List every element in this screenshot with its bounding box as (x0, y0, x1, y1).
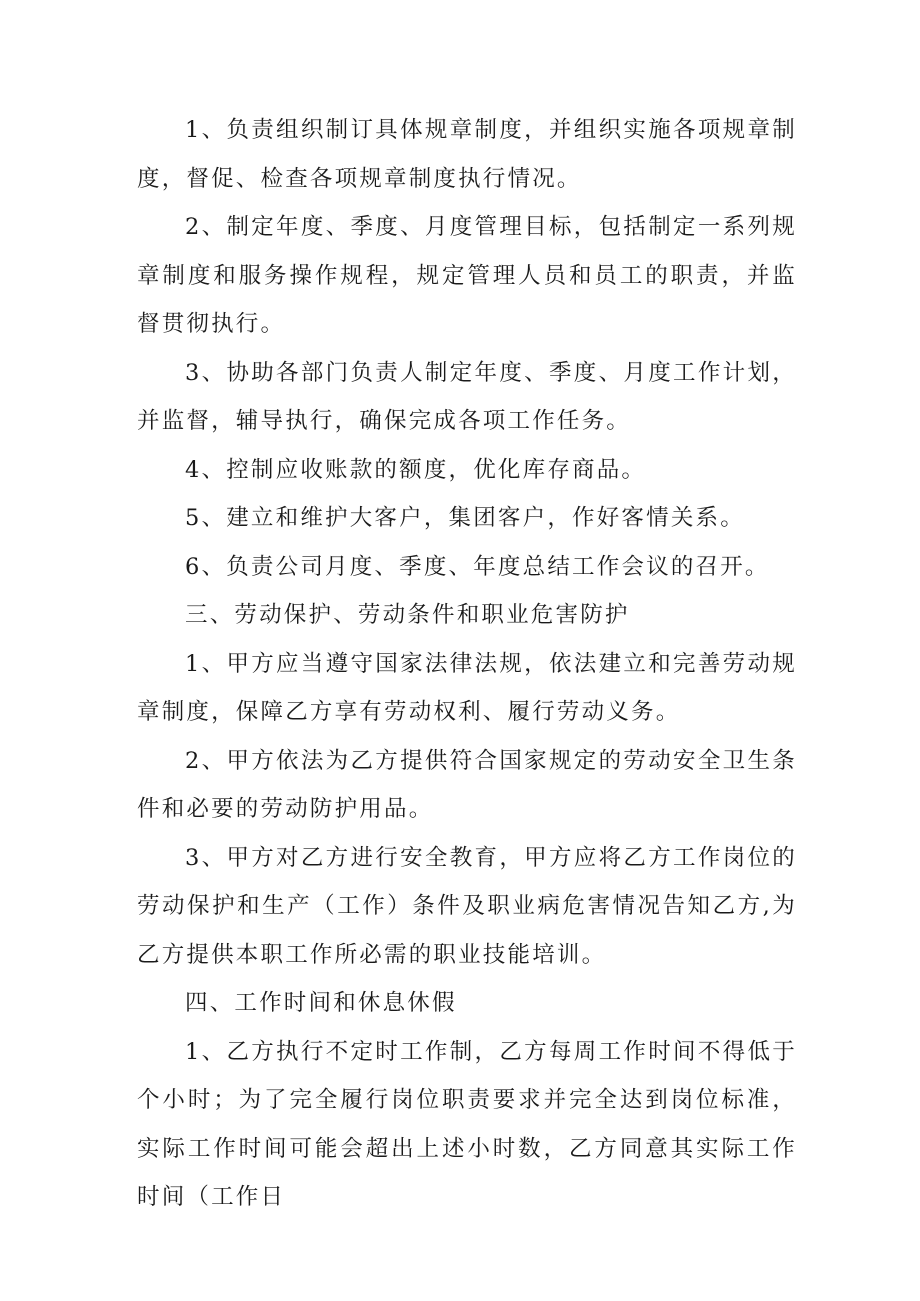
paragraph-protection-2: 2、甲方依法为乙方提供符合国家规定的劳动安全卫生条件和必要的劳动防护用品。 (137, 747, 797, 822)
paragraph-duty-3: 3、协助各部门负责人制定年度、季度、月度工作计划，并监督，辅导执行，确保完成各项工作任务。 (137, 359, 797, 434)
paragraph-protection-3: 3、甲方对乙方进行安全教育，甲方应将乙方工作岗位的劳动保护和生产（工作）条件及职业病危害情况告知乙方,为乙方提供本职工作所必需的职业技能培训。 (137, 844, 797, 968)
paragraph-hours-1: 1、乙方执行不定时工作制，乙方每周工作时间不得低于个小时；为了完全履行岗位职责要求并完全达到岗位标准，实际工作时间可能会超出上述小时数，乙方同意其实际工作时间（工作日 (137, 1038, 797, 1210)
section-heading-working-hours: 四、工作时间和休息休假 (185, 990, 457, 1016)
paragraph-protection-1: 1、甲方应当遵守国家法律法规，依法建立和完善劳动规章制度，保障乙方享有劳动权利、履行劳动义务。 (137, 650, 797, 725)
paragraph-duty-1: 1、负责组织制订具体规章制度，并组织实施各项规章制度，督促、检查各项规章制度执行情况。 (137, 117, 797, 192)
section-heading-labor-protection: 三、劳动保护、劳动条件和职业危害防护 (185, 602, 630, 628)
document-body (137, 106, 797, 1222)
paragraph-duty-2: 2、制定年度、季度、月度管理目标，包括制定一系列规章制度和服务操作规程，规定管理人员和员工的职责，并监督贯彻执行。 (137, 214, 797, 337)
paragraph-duty-6: 6、负责公司月度、季度、年度总结工作会议的召开。 (185, 553, 770, 580)
paragraph-duty-5: 5、建立和维护大客户，集团客户，作好客情关系。 (185, 505, 745, 531)
paragraph-duty-4: 4、控制应收账款的额度，优化库存商品。 (185, 456, 647, 483)
